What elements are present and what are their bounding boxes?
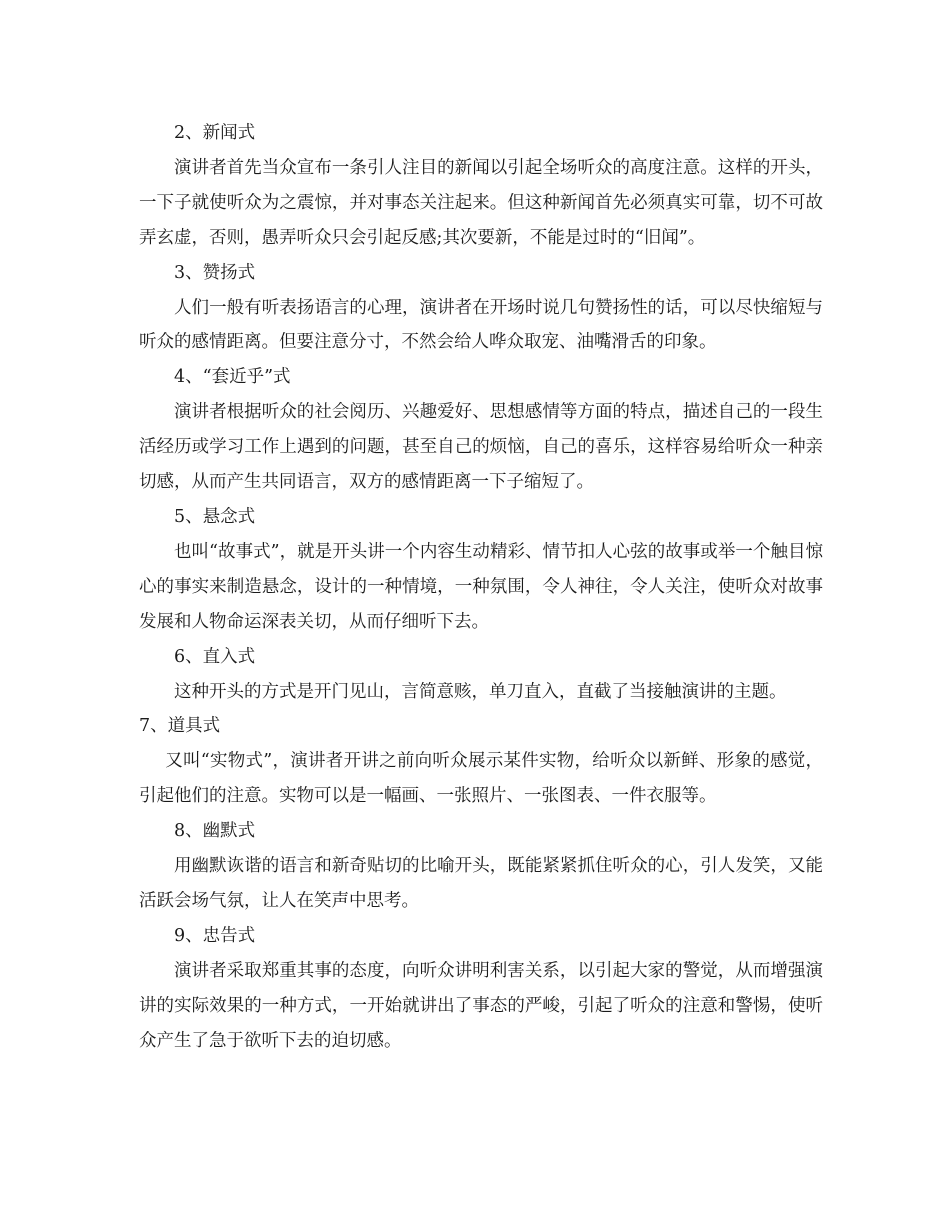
paragraph-props: 又叫“实物式”，演讲者开讲之前向听众展示某件实物，给听众以新鲜、形象的感觉，引起他们的注意。实物可以是一幅画、一张照片、一张图表、一件衣服等。 — [139, 751, 823, 807]
document-body — [139, 116, 823, 1058]
paragraph-praise: 人们一般有听表扬语言的心理，演讲者在开场时说几句赞扬性的话，可以尽快缩短与听众的感情距离。但要注意分寸，不然会给人哗众取宠、油嘴滑舌的印象。 — [139, 297, 823, 353]
section-heading-props: 7、道具式 — [139, 716, 221, 737]
paragraph-rapport: 演讲者根据听众的社会阅历、兴趣爱好、思想感情等方面的特点，描述自己的一段生活经历或学习工作上遇到的问题，甚至自己的烦恼，自己的喜乐，这样容易给听众一种亲切感，从而产生共同语言，双方的感情距离一下子缩短了。 — [139, 402, 823, 493]
paragraph-direct: 这种开头的方式是开门见山，言简意赅，单刀直入，直截了当接触演讲的主题。 — [174, 681, 787, 702]
section-heading-suspense: 5、悬念式 — [174, 506, 256, 527]
section-heading-news: 2、新闻式 — [174, 123, 256, 143]
paragraph-humor: 用幽默诙谐的语言和新奇贴切的比喻开头，既能紧紧抓住听众的心，引人发笑，又能活跃会场气氛，让人在笑声中思考。 — [139, 856, 823, 911]
paragraph-news: 演讲者首先当众宣布一条引人注目的新闻以引起全场听众的高度注意。这样的开头，一下子就使听众为之震惊，并对事态关注起来。但这种新闻首先必须真实可靠，切不可故弄玄虚，否则，愚弄听众只会引起反感;其次要新，不能是过时的“旧闻”。 — [139, 157, 823, 248]
section-heading-humor: 8、幽默式 — [174, 821, 256, 842]
paragraph-advice: 演讲者采取郑重其事的态度，向听众讲明利害关系，以引起大家的警觉，从而增强演讲的实际效果的一种方式，一开始就讲出了事态的严峻，引起了听众的注意和警惕，使听众产生了急于欲听下去的迫切感。 — [139, 960, 823, 1051]
section-heading-direct: 6、直入式 — [174, 646, 256, 667]
section-heading-advice: 9、忠告式 — [174, 925, 256, 946]
section-heading-praise: 3、赞扬式 — [174, 262, 256, 283]
section-heading-rapport: 4、“套近乎”式 — [174, 367, 291, 388]
paragraph-suspense: 也叫“故事式”，就是开头讲一个内容生动精彩、情节扣人心弦的故事或举一个触目惊心的事实来制造悬念，设计的一种情境，一种氛围，令人神往，令人关注，使听众对故事发展和人物命运深表关切，从而仔细听下去。 — [139, 541, 823, 632]
